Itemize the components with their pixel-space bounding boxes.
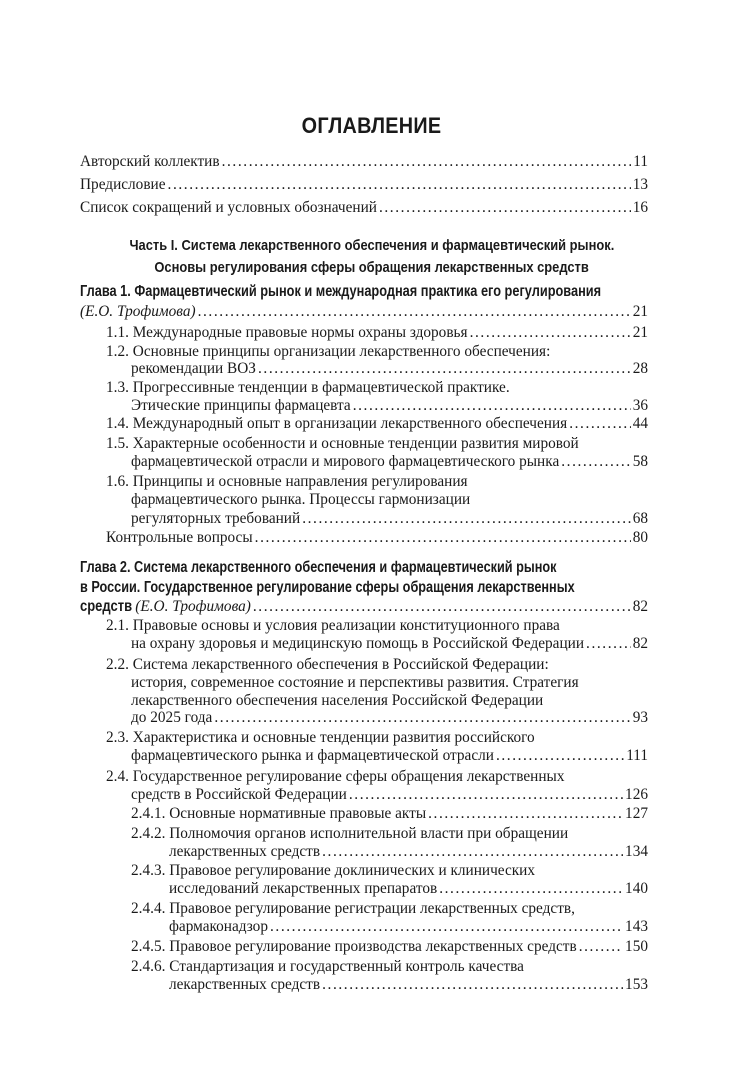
toc-page-number: 82 [632,598,648,615]
toc-entry-text: Список сокращений и условных обозначений [80,199,377,216]
toc-entry-2-4-line-2[interactable] [131,785,648,805]
toc-entry-text: лекарственных средств [169,976,321,993]
toc-entry-2-2-line-4[interactable] [131,708,648,728]
toc-page-number: 21 [632,303,648,320]
toc-entry-2-2-line-2[interactable]: история, современное состояние и перспективы развития. Стратегия [131,674,579,691]
toc-entry-1-2-line-1[interactable]: 1.2. Основные принципы организации лекарственного обеспечения: [106,343,551,360]
toc-entry-authors[interactable] [80,152,648,172]
dot-leader [270,917,623,937]
toc-entry-text: фармаконадзор [169,918,268,935]
dot-leader [586,634,631,654]
toc-entry-text: рекомендации ВОЗ [131,360,256,377]
toc-entry-1-6-line-1[interactable]: 1.6. Принципы и основные направления регулирования [106,473,468,490]
toc-page-number: 58 [632,453,648,470]
toc-entry-1-3-line-2[interactable] [131,396,648,416]
toc-entry-text: 2.4.5. Правовое регулирование производства лекарственных средств [131,938,577,955]
dot-leader [349,785,623,805]
toc-entry-2-2-line-1[interactable]: 2.2. Система лекарственного обеспечения в Российской Федерации: [106,656,549,673]
dot-leader [302,509,631,529]
chapter-1-author-line[interactable] [80,302,648,322]
toc-entry-2-3-line-1[interactable]: 2.3. Характеристика и основные тенденции развития российского [106,729,535,746]
toc-entry-text: 1.4. Международный опыт в организации лекарственного обеспечения [106,415,568,432]
page-title: ОГЛАВЛЕНИЕ [301,113,442,138]
toc-page-number: 82 [632,635,648,652]
toc-page-number: 16 [632,199,648,216]
dot-leader [198,302,631,322]
toc-page-number: 134 [625,843,648,860]
toc-entry-text: лекарственных средств [169,843,321,860]
toc-page-number: 150 [625,938,648,955]
dot-leader [379,198,631,218]
toc-entry-2-4-2-line-2[interactable] [169,842,648,862]
chapter-title-text: Глава 1. Фармацевтический рынок и международная практика его регулирования [80,283,602,300]
toc-entry-2-1-line-1[interactable]: 2.1. Правовые основы и условия реализации конституционного права [106,617,560,634]
toc-entry-control-questions[interactable] [106,528,648,548]
chapter-title-text: в России. Государственное регулирование сферы обращения лекарственных [80,579,575,596]
toc-page-number: 44 [632,415,648,432]
toc-entry-2-4-5[interactable] [131,937,648,957]
chapter-author: (Е.О. Трофимова) [80,303,196,320]
dot-leader [428,804,623,824]
toc-entry-1-6-line-2[interactable]: фармацевтического рынка. Процессы гармонизации [131,491,471,508]
toc-page-number: 21 [632,324,648,341]
toc-page-number: 126 [625,786,648,803]
toc-page-number: 140 [625,880,648,897]
toc-entry-2-4-line-1[interactable]: 2.4. Государственное регулирование сферы обращения лекарственных [106,768,565,785]
chapter-1-title[interactable] [80,282,648,302]
toc-entry-2-4-6-line-2[interactable] [169,975,648,995]
dot-leader [579,937,623,957]
chapter-author: (Е.О. Трофимова) [135,598,251,615]
dot-leader [255,528,631,548]
toc-entry-preface[interactable] [80,175,648,195]
toc-entry-text: регуляторных требований [131,510,301,527]
dot-leader [439,879,623,899]
toc-entry-1-6-line-3[interactable] [131,509,648,529]
toc-entry-text: Авторский коллектив [80,153,220,170]
dot-leader [353,396,631,416]
toc-entry-2-3-line-2[interactable] [131,746,648,766]
chapter-2-title-line-2[interactable] [80,578,648,598]
toc-entry-1-1[interactable] [106,323,648,343]
toc-page-number: 111 [626,747,648,764]
toc-entry-text: средств в Российской Федерации [131,786,347,803]
toc-entry-1-5-line-2[interactable] [131,452,648,472]
chapter-title-text: Глава 2. Система лекарственного обеспечения и фармацевтический рынок [80,559,557,576]
dot-leader [322,842,623,862]
toc-entry-2-4-4-line-2[interactable] [169,917,648,937]
toc-page-number: 80 [632,529,648,546]
dot-leader [214,708,630,728]
toc-page-number: 28 [632,360,648,377]
toc-page-number: 153 [625,976,648,993]
chapter-2-title-line-1[interactable] [80,558,648,578]
toc-entry-2-4-6-line-1[interactable]: 2.4.6. Стандартизация и государственный контроль качества [131,958,524,975]
toc-entry-text: до 2025 года [131,709,213,726]
toc-entry-1-4[interactable] [106,414,648,434]
dot-leader [561,452,630,472]
toc-entry-2-1-line-2[interactable] [131,634,648,654]
dot-leader [322,975,623,995]
dot-leader [496,746,624,766]
toc-entry-2-4-3-line-2[interactable] [169,879,648,899]
toc-entry-1-3-line-1[interactable]: 1.3. Прогрессивные тенденции в фармацевтической практике. [106,379,510,396]
toc-entry-text: 2.4.1. Основные нормативные правовые акты [131,805,427,822]
toc-entry-1-5-line-1[interactable]: 1.5. Характерные особенности и основные тенденции развития мировой [106,435,579,452]
toc-entry-text: на охрану здоровья и медицинскую помощь в Российской Федерации [131,635,585,652]
toc-page-number: 13 [632,176,648,193]
toc-entry-text: фармацевтического рынка и фармацевтической отрасли [131,747,494,764]
toc-page-number: 143 [625,918,648,935]
toc-entry-text: Предисловие [80,176,166,193]
dot-leader [222,152,632,172]
toc-entry-text: 1.1. Международные правовые нормы охраны здоровья [106,324,468,341]
toc-page-number: 68 [632,510,648,527]
toc-entry-text: исследований лекарственных препаратов [169,880,438,897]
toc-entry-1-2-line-2[interactable] [131,359,648,379]
toc-entry-2-2-line-3[interactable]: лекарственного обеспечения населения Российской Федерации [131,692,544,709]
toc-page-number: 127 [625,805,648,822]
toc-page-number: 36 [632,397,648,414]
dot-leader [168,175,631,195]
part-heading-line-2: Основы регулирования сферы обращения лекарственных средств [154,259,589,276]
dot-leader [258,359,631,379]
chapter-title-text: средств [80,598,133,615]
toc-entry-2-4-1[interactable] [131,804,648,824]
toc-entry-2-4-3-line-1[interactable]: 2.4.3. Правовое регулирование доклинических и клинических [131,862,536,879]
toc-entry-text: Контрольные вопросы [106,529,253,546]
dot-leader [569,414,631,434]
part-heading-line-1: Часть I. Система лекарственного обеспечения и фармацевтический рынок. [129,237,614,254]
toc-entry-text: Этические принципы фармацевта [131,397,351,414]
toc-page-number: 93 [632,709,648,726]
toc-entry-2-4-4-line-1[interactable]: 2.4.4. Правовое регулирование регистрации лекарственных средств, [131,900,575,917]
chapter-2-title-line-3[interactable] [80,597,648,617]
toc-entry-2-4-2-line-1[interactable]: 2.4.2. Полномочия органов исполнительной власти при обращении [131,825,569,842]
dot-leader [253,597,631,617]
toc-page-number: 11 [633,153,648,170]
toc-entry-abbreviations[interactable] [80,198,648,218]
dot-leader [470,323,631,343]
toc-entry-text: фармацевтической отрасли и мирового фармацевтического рынка [131,453,560,470]
